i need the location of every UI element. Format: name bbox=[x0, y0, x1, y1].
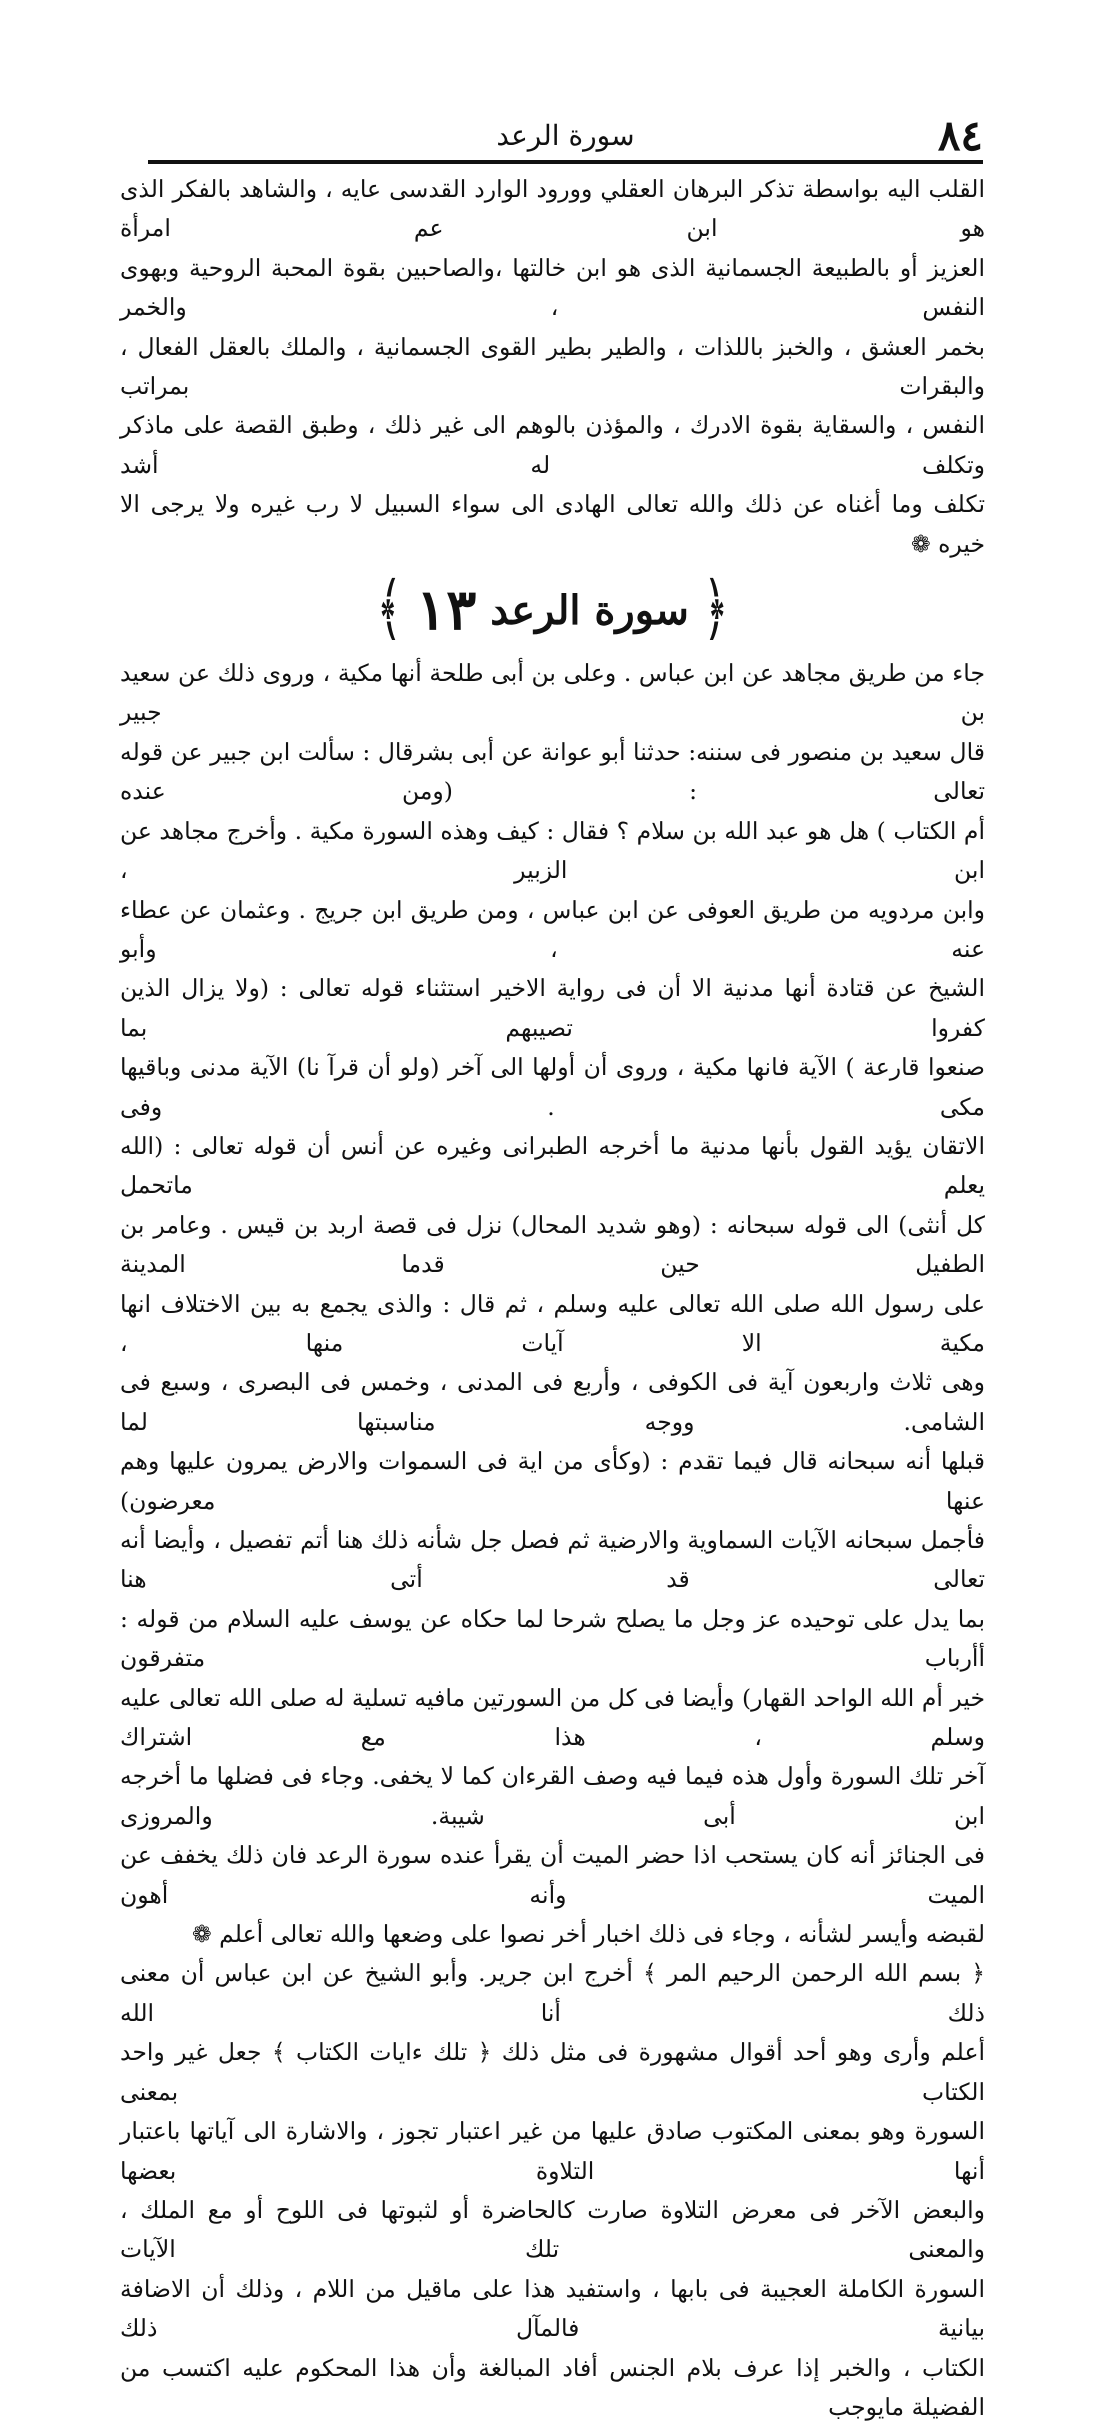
text-line: جاء من طريق مجاهد عن ابن عباس . وعلى بن أبى طلحة أنها مكية ، وروى ذلك عن سعيد بن جبير bbox=[120, 659, 985, 727]
text-line: أم الكتاب ) هل هو عبد الله بن سلام ؟ فقال : كيف وهذه السورة مكية . وأخرج مجاهد عن ابن الزبير ، bbox=[120, 816, 985, 885]
text-line: الاتقان يؤيد القول بأنها مدنية ما أخرجه الطبرانى وغيره عن أنس أن قوله تعالى : (الله يعلم ماتحمل bbox=[120, 1131, 985, 1200]
text-line: قال سعيد بن منصور فى سننه: حدثنا أبو عوانة عن أبى بشرقال : سألت ابن جبير عن قوله تعالى : (ومن عنده bbox=[120, 737, 985, 806]
text-line: القلب اليه بواسطة تذكر البرهان العقلي وورود الوارد القدسى عايه ، والشاهد بالفكر الذى هو ابن عم امرأة bbox=[120, 175, 985, 243]
text-line: وهى ثلاث واربعون آية فى الكوفى ، وأربع فى المدنى ، وخمس فى البصرى ، وسبع فى الشامى. ووجه مناسبتها لما bbox=[120, 1368, 985, 1436]
header-rule bbox=[148, 160, 983, 164]
heading-close-bracket: ﴾ bbox=[376, 568, 403, 651]
page-content bbox=[120, 170, 985, 2427]
text-line: تكلف وما أغناه عن ذلك والله تعالى الهادى الى سواء السبيل لا رب غيره ولا يرجى الا خيره ❁ bbox=[120, 490, 985, 558]
text-line: خير أم الله الواحد القهار) وأيضا فى كل من السورتين مافيه تسلية له صلى الله تعالى عليه وسلم ، هذا مع اشتراك bbox=[120, 1683, 985, 1752]
text-line: قبلها أنه سبحانه قال فيما تقدم : (وكأى من اية فى السموات والارض يمرون عليها وهم عنها معرضون) bbox=[120, 1447, 985, 1515]
text-line: السورة الكاملة العجيبة فى بابها ، واستفيد هذا على ماقيل من اللام ، وذلك أن الاضافة بيانية فالمآل ذلك bbox=[120, 2274, 985, 2343]
text-line: الشيخ عن قتادة أنها مدنية الا أن فى رواية الاخير استثناء قوله تعالى : (ولا يزال الذين كفروا تصيبهم بما bbox=[120, 974, 985, 1042]
text-line: آخر تلك السورة وأول هذه فيما فيه وصف القرءان كما لا يخفى. وجاء فى فضلها ما أخرجه ابن أبى شيبة. والمروزى bbox=[120, 1762, 985, 1830]
text-line: الكتاب ، والخبر إذا عرف بلام الجنس أفاد المبالغة وأن هذا المحكوم عليه اكتسب من الفضيلة مايوجب bbox=[120, 2353, 985, 2421]
text-line: النفس ، والسقاية بقوة الادرك ، والمؤذن بالوهم الى غير ذلك ، وطبق القصة على ماذكر وتكلف له أشد bbox=[120, 411, 985, 479]
surah-title: سورة الرعد bbox=[490, 586, 689, 634]
heading-open-bracket: ﴿ bbox=[702, 568, 729, 651]
body-text bbox=[120, 654, 985, 2427]
text-line: صنعوا قارعة ) الآية فانها مكية ، وروى أن أولها الى آخر (ولو أن قرآ نا) الآية مدنى وباقيها مكى . وفى bbox=[120, 1053, 985, 1121]
page-number: ٨٤ bbox=[937, 111, 983, 160]
text-line: فأجمل سبحانه الآيات السماوية والارضية ثم فصل جل شأنه ذلك هنا أتم تفصيل ، وأيضا أنه تعالى قد أتى هنا bbox=[120, 1526, 985, 1594]
text-line: على رسول الله صلى الله تعالى عليه وسلم ، ثم قال : والذى يجمع به بين الاختلاف انها مكية الا آيات منها ، bbox=[120, 1289, 985, 1357]
text-line: ﴿ بسم الله الرحمن الرحيم المر ﴾ أخرج ابن جرير. وأبو الشيخ عن ابن عباس أن معنى ذلك أنا الله bbox=[120, 1959, 985, 2027]
text-line: أعلم وأرى وهو أحد أقوال مشهورة فى مثل ذلك ﴿ تلك ءايات الكتاب ﴾ جعل غير واحد الكتاب بمعنى bbox=[120, 2038, 985, 2106]
text-line: بخمر العشق ، والخبز باللذات ، والطير بطير القوى الجسمانية ، والملك بالعقل الفعال ، والبقرات بمراتب bbox=[120, 332, 985, 401]
page-header bbox=[148, 112, 983, 162]
text-line: وابن مردويه من طريق العوفى عن ابن عباس ، ومن طريق ابن جريج . وعثمان عن عطاء عنه ، وأبو bbox=[120, 895, 985, 963]
text-line: كل أنثى) الى قوله سبحانه : (وهو شديد المحال) نزل فى قصة اربد بن قيس . وعامر بن الطفيل حين قدما المدينة bbox=[120, 1210, 985, 1279]
intro-paragraph bbox=[120, 170, 985, 564]
text-line: والبعض الآخر فى معرض التلاوة صارت كالحاضرة أو لثبوتها فى اللوح أو مع الملك ، والمعنى تلك الآيات bbox=[120, 2195, 985, 2264]
text-line: بما يدل على توحيده عز وجل ما يصلح شرحا لما حكاه عن يوسف عليه السلام من قوله : أأرباب متفرقون bbox=[120, 1604, 985, 1673]
surah-number: ١٣ bbox=[416, 577, 477, 644]
running-title: سورة الرعد bbox=[496, 119, 635, 152]
surah-heading bbox=[120, 566, 985, 654]
text-line: العزيز أو بالطبيعة الجسمانية الذى هو ابن خالتها ،والصاحبين بقوة المحبة الروحية وبهوى النفس ، والخمر bbox=[120, 253, 985, 322]
text-line: فى الجنائز أنه كان يستحب اذا حضر الميت أن يقرأ عنده سورة الرعد فان ذلك يخفف عن الميت وأنه أهون bbox=[120, 1841, 985, 1909]
text-line: لقبضه وأيسر لشأنه ، وجاء فى ذلك اخبار أخر نصوا على وضعها والله تعالى أعلم ❁ bbox=[191, 1920, 985, 1949]
text-line: السورة وهو بمعنى المكتوب صادق عليها من غير اعتبار تجوز ، والاشارة الى آياتها باعتبار أنها التلاوة بعضها bbox=[120, 2117, 985, 2185]
